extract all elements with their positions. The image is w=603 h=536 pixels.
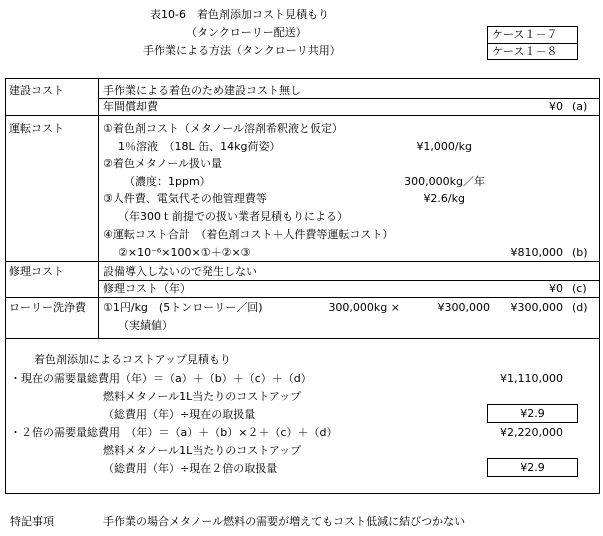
methanol-volume: 300,000kg／年 — [404, 175, 485, 188]
labor-cost-item: ③人件費、電気代その他管理費等 — [103, 192, 267, 205]
double-total-value: ¥2,220,000 — [500, 426, 563, 439]
page-title: 表10-6 着色剤添加コスト見積もり — [150, 8, 329, 21]
case-label-1: ケース１－７ — [492, 28, 558, 41]
underline — [98, 98, 600, 99]
wash-note: （実績値） — [118, 319, 173, 332]
construction-value: ¥0 — [549, 100, 563, 113]
operation-label: 運転コスト — [9, 122, 64, 135]
column-divider — [98, 78, 99, 338]
operation-total-item: ④運転コスト合計 （着色剤コスト＋人件費等運転コスト） — [103, 228, 394, 241]
repair-label: 修理コスト — [9, 265, 64, 278]
notes-label: 特記事項 — [10, 515, 54, 528]
double-unit-formula: （総費用（年）÷現在２倍の取扱量 — [103, 462, 278, 475]
current-unit-value: ¥2.9 — [520, 407, 545, 420]
repair-value: ¥0 — [549, 282, 563, 295]
row-divider — [5, 338, 600, 339]
labor-cost-price: ¥2.6/kg — [423, 192, 465, 205]
wash-label: ローリー洗浄費 — [9, 301, 86, 314]
construction-tag: (a) — [572, 100, 588, 113]
repair-tag: (c) — [572, 282, 587, 295]
concentration: （濃度：1ppm） — [124, 175, 211, 188]
wash-quantity: 300,000kg × — [328, 301, 400, 314]
operation-tag: (b) — [572, 246, 588, 259]
row-divider — [5, 115, 600, 116]
case-divider — [487, 43, 578, 44]
summary-heading: 着色剤添加によるコストアップ見積もり — [34, 353, 231, 366]
wash-value: ¥300,000 — [510, 301, 563, 314]
current-total-value: ¥1,110,000 — [500, 372, 563, 385]
notes-text: 手作業の場合メタノール燃料の需要が増えてもコスト低減に結びつかない — [103, 515, 466, 528]
methanol-volume-item: ②着色メタノール扱い量 — [103, 157, 222, 170]
repair-desc: 設備導入しないので発生しない — [103, 265, 257, 278]
row-divider — [5, 261, 600, 262]
construction-label: 建設コスト — [9, 84, 64, 97]
wash-subtotal: ¥300,000 — [437, 301, 490, 314]
current-unit-label: 燃料メタノール1L当たりのコストアップ — [103, 390, 302, 403]
underline — [98, 280, 600, 281]
construction-annual-label: 年間償却費 — [103, 100, 158, 113]
wash-tag: (d) — [572, 301, 588, 314]
current-total-label: ・現在の需要量総費用（年）＝（a）＋（b）＋（c）＋（d） — [10, 372, 312, 385]
operation-formula: ②×10⁻⁶×100×①＋②×③ — [118, 246, 251, 259]
method-title: 手作業による方法（タンクローリ共用） — [143, 44, 341, 57]
row-divider — [5, 297, 600, 298]
operation-value: ¥810,000 — [510, 246, 563, 259]
page-subtitle: （タンクローリー配送） — [186, 26, 307, 39]
colorant-price: ¥1,000/kg — [416, 140, 472, 153]
double-unit-value: ¥2.9 — [520, 461, 545, 474]
labor-cost-note: （年300ｔ前提での扱い業者見積もりによる） — [118, 210, 348, 223]
colorant-solution: 1％溶液 （18L 缶、14kg荷姿） — [118, 140, 281, 153]
colorant-cost-item: ①着色剤コスト（メタノール溶剤希釈液と仮定） — [103, 122, 343, 135]
double-unit-label: 燃料メタノール1L当たりのコストアップ — [103, 444, 302, 457]
repair-annual-label: 修理コスト（年） — [103, 282, 191, 295]
current-unit-formula: （総費用（年）÷現在の取扱量 — [103, 408, 256, 421]
construction-desc: 手作業による着色のため建設コスト無し — [103, 84, 301, 97]
wash-rate: ①1円/kg (5トンローリー／回) — [103, 301, 263, 314]
case-label-2: ケース１－８ — [492, 45, 558, 58]
double-total-label: ・２倍の需要量総費用 （年）＝（a）＋（b）×２＋（c）＋（d） — [10, 426, 338, 439]
